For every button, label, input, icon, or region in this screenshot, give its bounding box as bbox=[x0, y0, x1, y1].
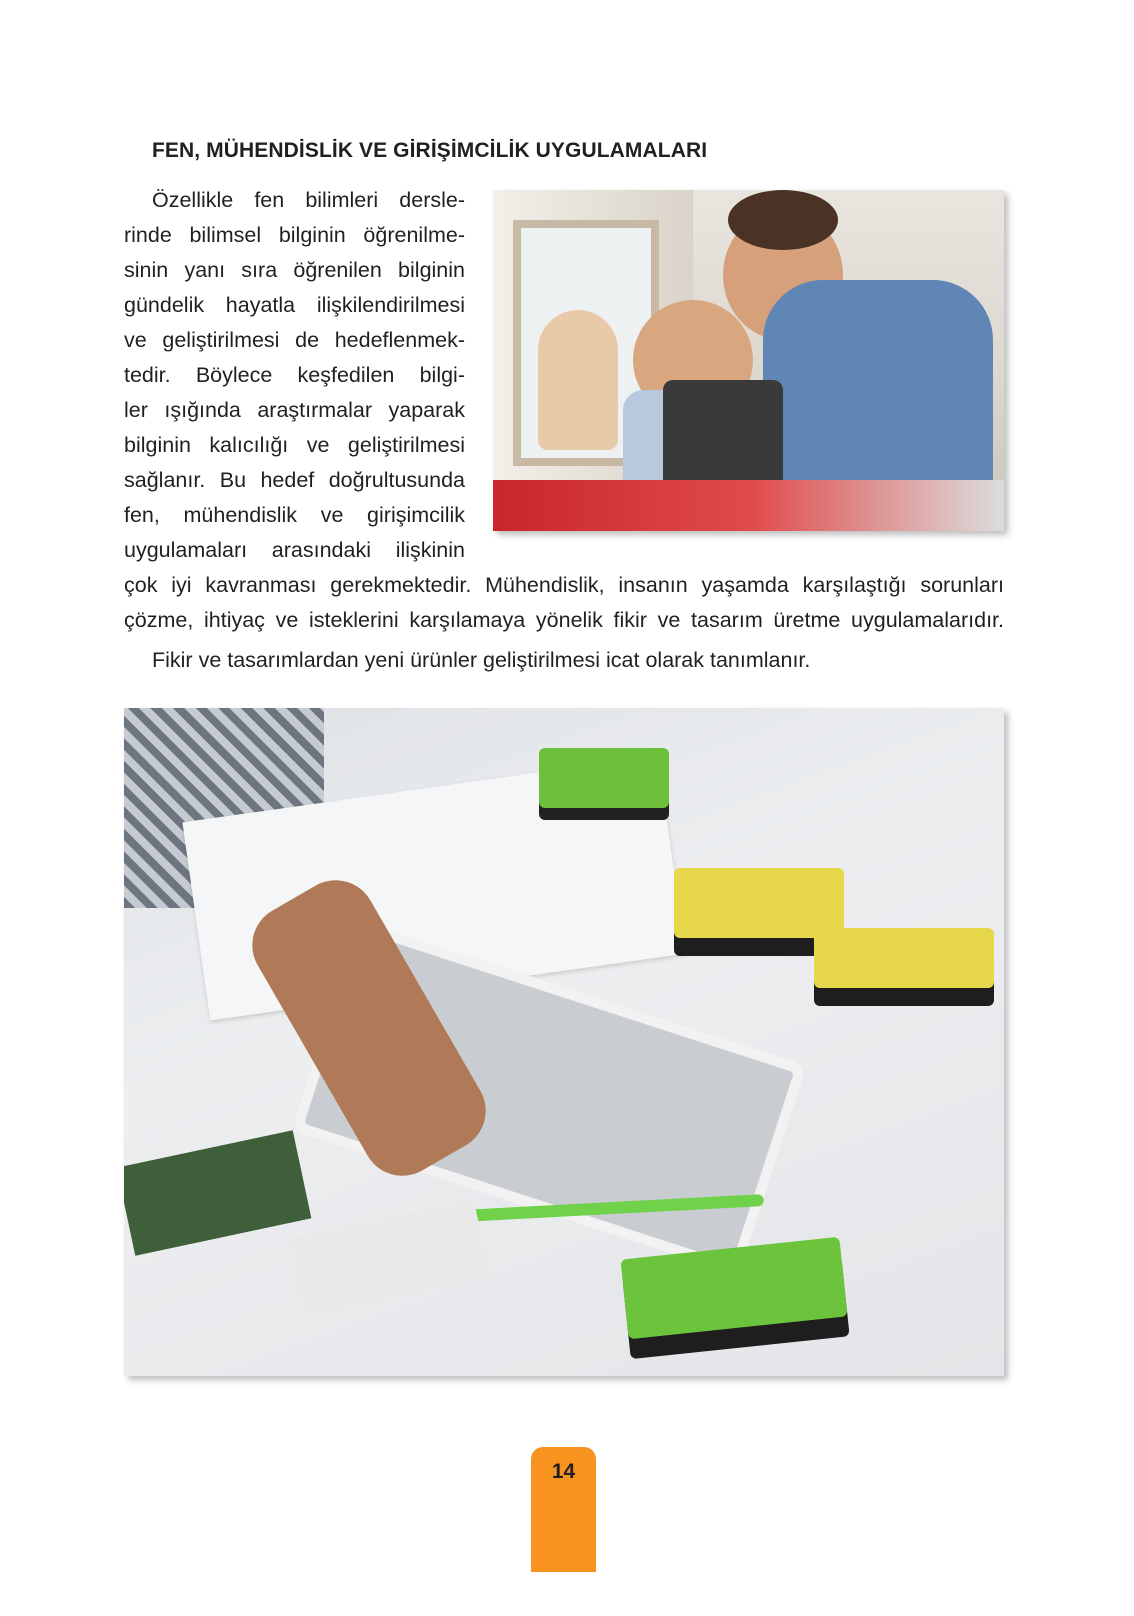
text-line: sağlanır. Bu hedef doğrultusunda bbox=[124, 468, 465, 492]
intro-paragraph bbox=[124, 183, 465, 568]
text-line: sinin yanı sıra öğrenilen bilginin bbox=[124, 258, 465, 282]
text-line: gündelik hayatla ilişkilendirilmesi bbox=[124, 293, 465, 317]
text-line: fen, mühendislik ve girişimcilik bbox=[124, 503, 465, 527]
text-line: ler ışığında araştırmalar yaparak bbox=[124, 398, 465, 422]
page-number: 14 bbox=[551, 1460, 576, 1483]
page-number-badge bbox=[531, 1447, 596, 1572]
text-line: Fikir ve tasarımlardan yeni ürünler geliştirilmesi icat olarak tanımlanır. bbox=[152, 648, 811, 672]
text-line: bilginin kalıcılığı ve geliştirilmesi bbox=[124, 433, 465, 457]
invention-paragraph bbox=[124, 643, 1004, 678]
text-line: tedir. Böylece keşfedilen bilgi- bbox=[124, 363, 465, 387]
text-line: çok iyi kavranması gerekmektedir. Mühendislik, insanın yaşamda karşılaştığı sorunları bbox=[124, 573, 1004, 597]
text-line: çözme, ihtiyaç ve isteklerini karşılamaya yönelik fikir ve tasarım üretme uygulamalarıdır. bbox=[124, 608, 1004, 632]
photo-electric-circuit-experiment bbox=[124, 708, 1004, 1376]
text-line: uygulamaları arasındaki ilişkinin bbox=[124, 538, 465, 562]
section-heading: FEN, MÜHENDİSLİK VE GİRİŞİMCİLİK UYGULAMALARI bbox=[152, 139, 708, 162]
text-line: ve geliştirilmesi de hedeflenmek- bbox=[124, 328, 465, 352]
text-line: rinde bilimsel bilginin öğrenilme- bbox=[124, 223, 465, 247]
text-line: Özellikle fen bilimleri dersle- bbox=[152, 188, 465, 212]
photo-children-robotics bbox=[493, 190, 1004, 531]
intro-paragraph-continued bbox=[124, 568, 1004, 638]
